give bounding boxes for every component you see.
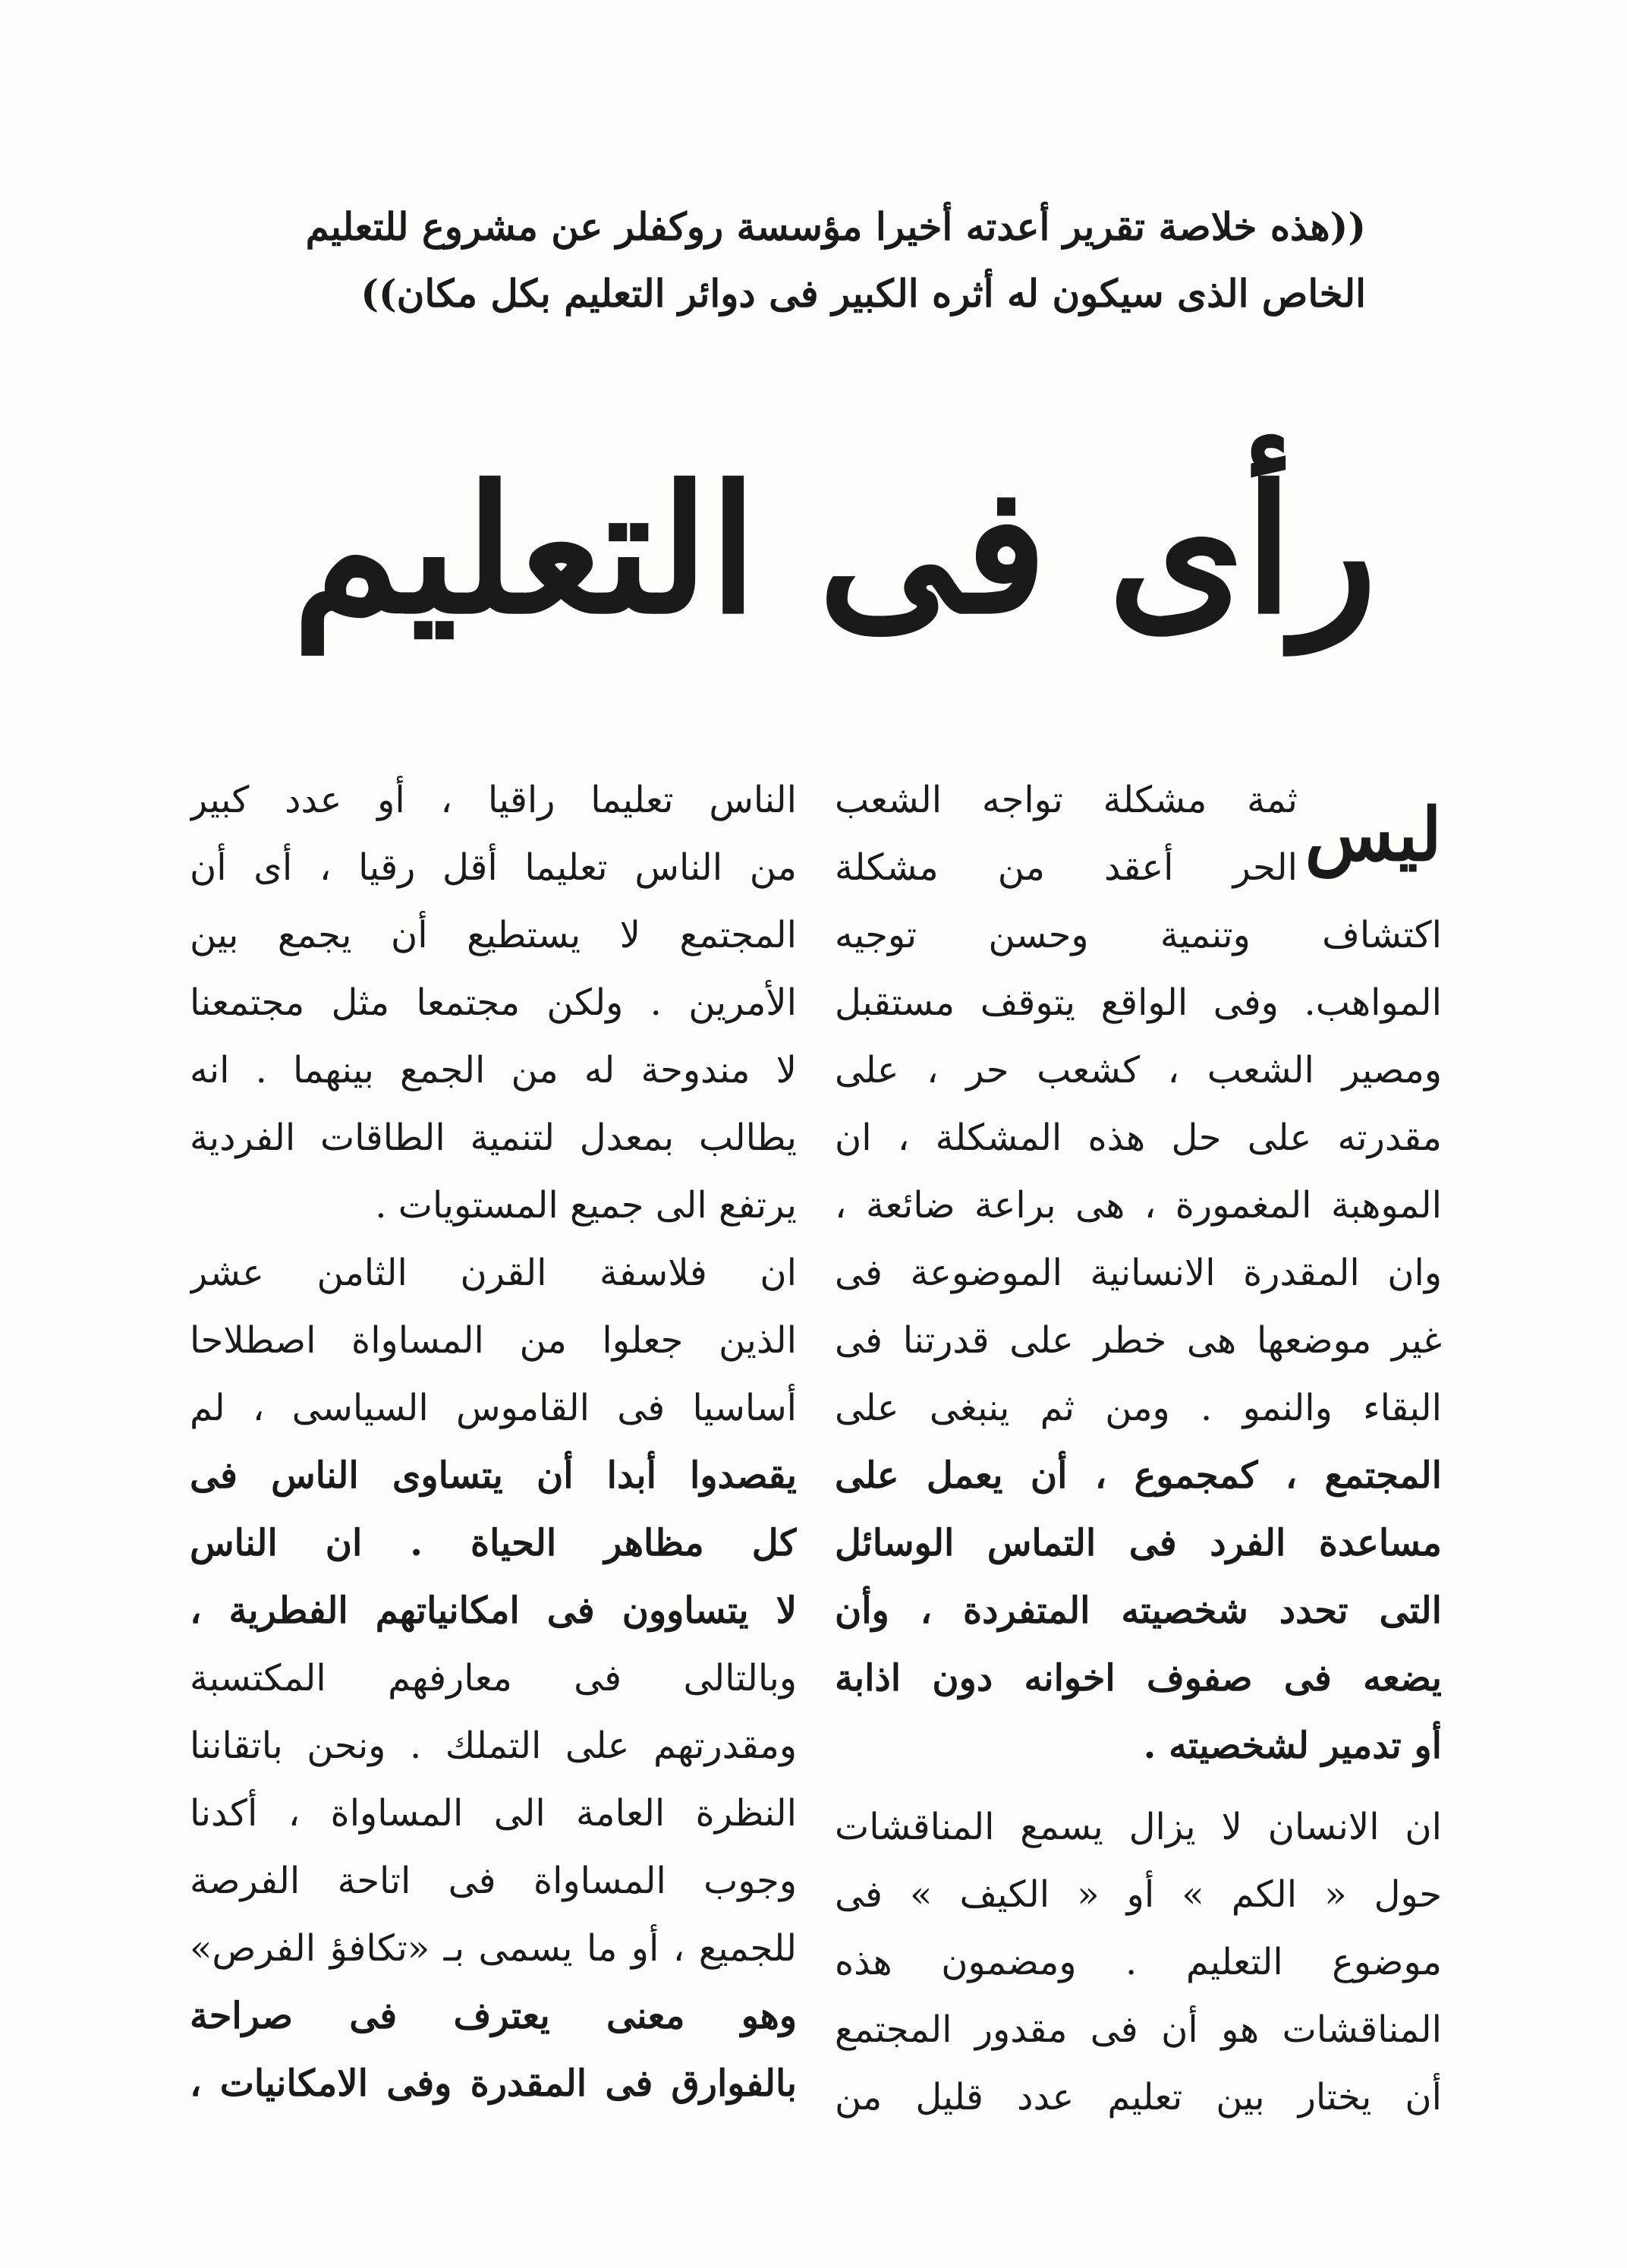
article-column-right	[835, 767, 1442, 2131]
text-line: كل مظاهر الحياة . ان الناس	[190, 1522, 797, 1564]
text-line: يقصدوا أبدا أن يتساوى الناس فى	[190, 1454, 797, 1497]
article-column-left	[190, 767, 797, 2118]
text-line: المواهب. وفى الواقع يتوقف مستقبل	[835, 981, 1442, 1024]
text-line: الأمرين . ولكن مجتمعا مثل مجتمعنا	[190, 981, 797, 1024]
intro-summary	[288, 194, 1366, 327]
drop-cap-word: ليس	[1304, 792, 1442, 877]
text-line: البقاء والنمو . ومن ثم ينبغى على	[835, 1387, 1442, 1429]
text-line: لا مندوحة له من الجمع بينهما . انه	[190, 1049, 797, 1091]
text-line: لا يتساوون فى امكانياتهم الفطرية ،	[190, 1589, 797, 1632]
text-line: المجتمع ، كمجموع ، أن يعمل على	[835, 1454, 1442, 1497]
text-line: يضعه فى صفوف اخوانه دون اذابة	[835, 1657, 1442, 1699]
text-line: وهو معنى يعترف فى صراحة	[190, 1995, 797, 2037]
text-line: ومقدرتهم على التملك . ونحن باتقاننا	[190, 1725, 797, 1767]
text-line: مساعدة الفرد فى التماس الوسائل	[835, 1522, 1442, 1564]
dropcap-paragraph-start	[835, 767, 1442, 902]
dropcap-lines	[835, 767, 1298, 902]
text-line: غير موضعها هى خطر على قدرتنا فى	[835, 1319, 1442, 1362]
text-line: حول « الكم » أو « الكيف » فى	[835, 1873, 1442, 1916]
article-headline: رأى فى التعليم	[292, 448, 1377, 653]
intro-line-2: الخاص الذى سيكون له أثره الكبير فى دوائر التعليم بكل مكان))	[360, 271, 1366, 316]
text-line: وبالتالى فى معارفهم المكتسبة	[190, 1657, 797, 1699]
text-line: أو تدمير لشخصيته .	[1143, 1725, 1442, 1767]
text-line: الحر أعقد من مشكلة	[835, 846, 1298, 889]
text-line: مقدرته على حل هذه المشكلة ، ان	[835, 1117, 1442, 1159]
intro-line-1: ((هذه خلاصة تقرير أعدته أخيرا مؤسسة روكفلر عن مشروع للتعليم	[305, 204, 1366, 249]
text-line: الذين جعلوا من المساواة اصطلاحا	[190, 1319, 797, 1362]
text-line: يطالب بمعدل لتنمية الطاقات الفردية	[190, 1117, 797, 1159]
text-line: للجميع ، أو ما يسمى بـ «تكافؤ الفرص»	[190, 1927, 797, 1970]
text-line: موضوع التعليم . ومضمون هذه	[835, 1941, 1442, 1983]
text-line: المجتمع لا يستطيع أن يجمع بين	[190, 914, 797, 956]
text-line: أن يختار بين تعليم عدد قليل من	[835, 2076, 1442, 2118]
text-line: ان الانسان لا يزال يسمع المناقشات	[835, 1806, 1442, 1848]
text-line: الموهبة المغمورة ، هى براعة ضائعة ،	[835, 1184, 1442, 1227]
text-line: ان فلاسفة القرن الثامن عشر	[190, 1252, 797, 1294]
text-line: وجوب المساواة فى اتاحة الفرصة	[190, 1860, 797, 1902]
text-line: يرتفع الى جميع المستويات .	[375, 1184, 797, 1227]
text-line: أساسيا فى القاموس السياسى ، لم	[190, 1387, 797, 1429]
text-line: بالفوارق فى المقدرة وفى الامكانيات ،	[190, 2062, 797, 2105]
text-line: من الناس تعليما أقل رقيا ، أى أن	[190, 846, 797, 889]
text-line: المناقشات هو أن فى مقدور المجتمع	[835, 2008, 1442, 2051]
text-line: التى تحدد شخصيته المتفردة ، وأن	[835, 1589, 1442, 1632]
text-line: الناس تعليما راقيا ، أو عدد كبير	[190, 779, 797, 821]
text-line: اكتشاف وتنمية وحسن توجيه	[835, 914, 1442, 956]
text-line: النظرة العامة الى المساواة ، أكدنا	[190, 1792, 797, 1835]
text-line: ثمة مشكلة تواجه الشعب	[835, 779, 1298, 821]
text-line: وان المقدرة الانسانية الموضوعة فى	[835, 1252, 1442, 1294]
text-line: ومصير الشعب ، كشعب حر ، على	[835, 1049, 1442, 1091]
